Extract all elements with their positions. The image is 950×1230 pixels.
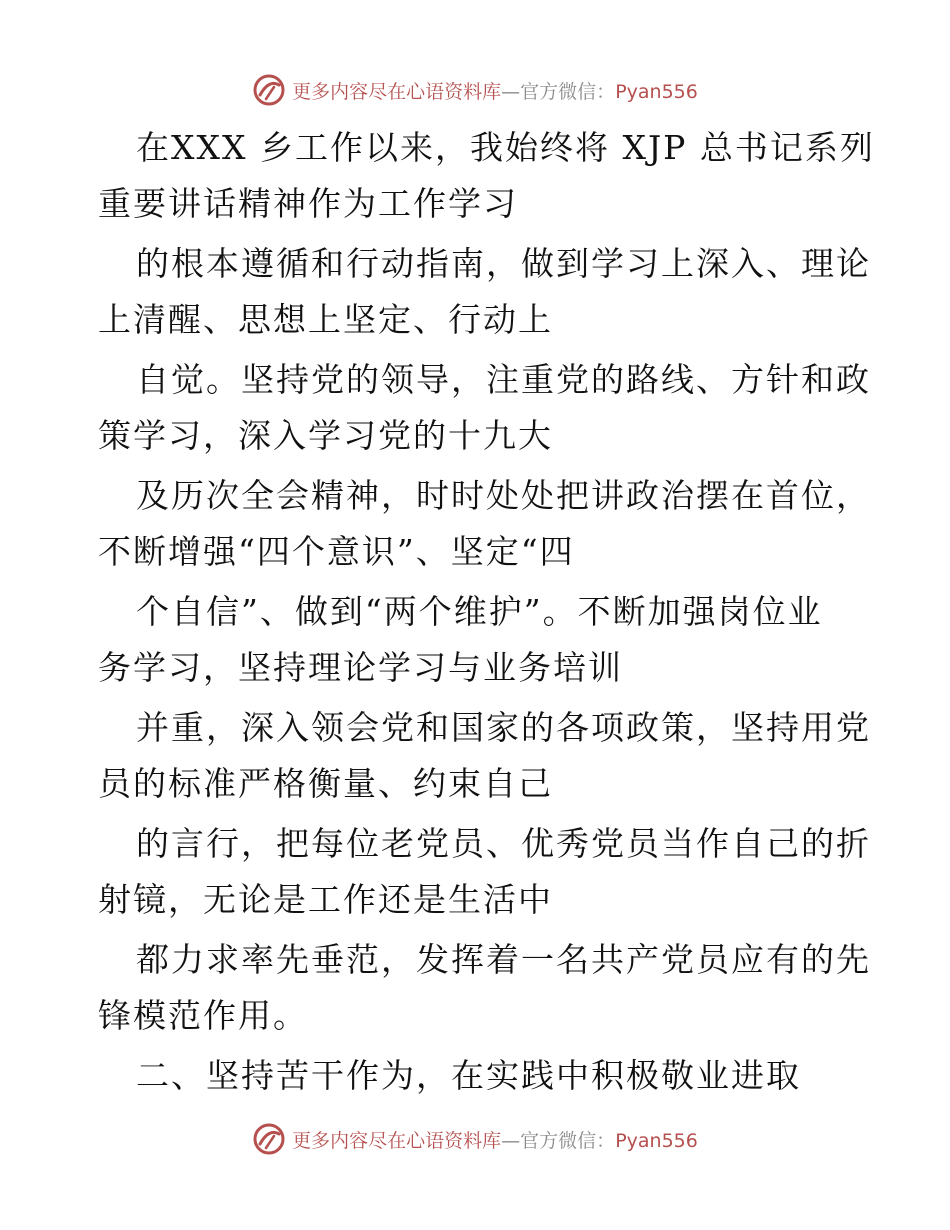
text-line: 在XXX 乡工作以来，我始终将 XJP 总书记系列 xyxy=(136,128,875,167)
text-line: 的根本遵循和行动指南，做到学习上深入、理论 xyxy=(136,244,871,283)
text-line: 及历次全会精神，时时处处把讲政治摆在首位， xyxy=(136,476,871,515)
watermark-main: 更多内容尽在心语资料库 xyxy=(292,80,502,103)
watermark-official: 官方微信： xyxy=(520,1129,616,1152)
watermark-dash: — xyxy=(501,1129,521,1152)
watermark-header xyxy=(0,72,950,108)
text-line: 射镜，无论是工作还是生活中 xyxy=(98,880,553,919)
watermark-id: Pyan556 xyxy=(615,80,698,103)
watermark-text xyxy=(292,1126,698,1153)
text-line: 自觉。坚持党的领导，注重党的路线、方针和政 xyxy=(136,360,871,399)
text-line: 策学习，深入学习党的十九大 xyxy=(98,416,553,455)
text-line: 锋模范作用。 xyxy=(98,996,308,1035)
watermark-id: Pyan556 xyxy=(615,1129,698,1152)
watermark-text xyxy=(292,77,698,104)
text-line: 重要讲话精神作为工作学习 xyxy=(98,184,518,223)
watermark-main: 更多内容尽在心语资料库 xyxy=(292,1129,502,1152)
text-line: 并重，深入领会党和国家的各项政策，坚持用党 xyxy=(136,708,871,747)
text-line: 员的标准严格衡量、约束自己 xyxy=(98,764,553,803)
text-line: 个自信”、做到“两个维护”。不断加强岗位业 xyxy=(136,592,823,631)
text-line: 的言行，把每位老党员、优秀党员当作自己的折 xyxy=(136,824,871,863)
section-heading: 二、坚持苦干作为，在实践中积极敬业进取 xyxy=(136,1056,801,1095)
text-line: 都力求率先垂范，发挥着一名共产党员应有的先 xyxy=(136,940,871,979)
watermark-footer xyxy=(0,1121,950,1157)
brand-logo-icon xyxy=(252,1122,286,1156)
watermark-dash: — xyxy=(501,80,521,103)
text-line: 上清醒、思想上坚定、行动上 xyxy=(98,300,553,339)
watermark-official: 官方微信： xyxy=(520,80,616,103)
brand-logo-icon xyxy=(252,73,286,107)
text-line: 务学习，坚持理论学习与业务培训 xyxy=(98,648,623,687)
text-line: 不断增强“四个意识”、坚定“四 xyxy=(98,532,575,571)
